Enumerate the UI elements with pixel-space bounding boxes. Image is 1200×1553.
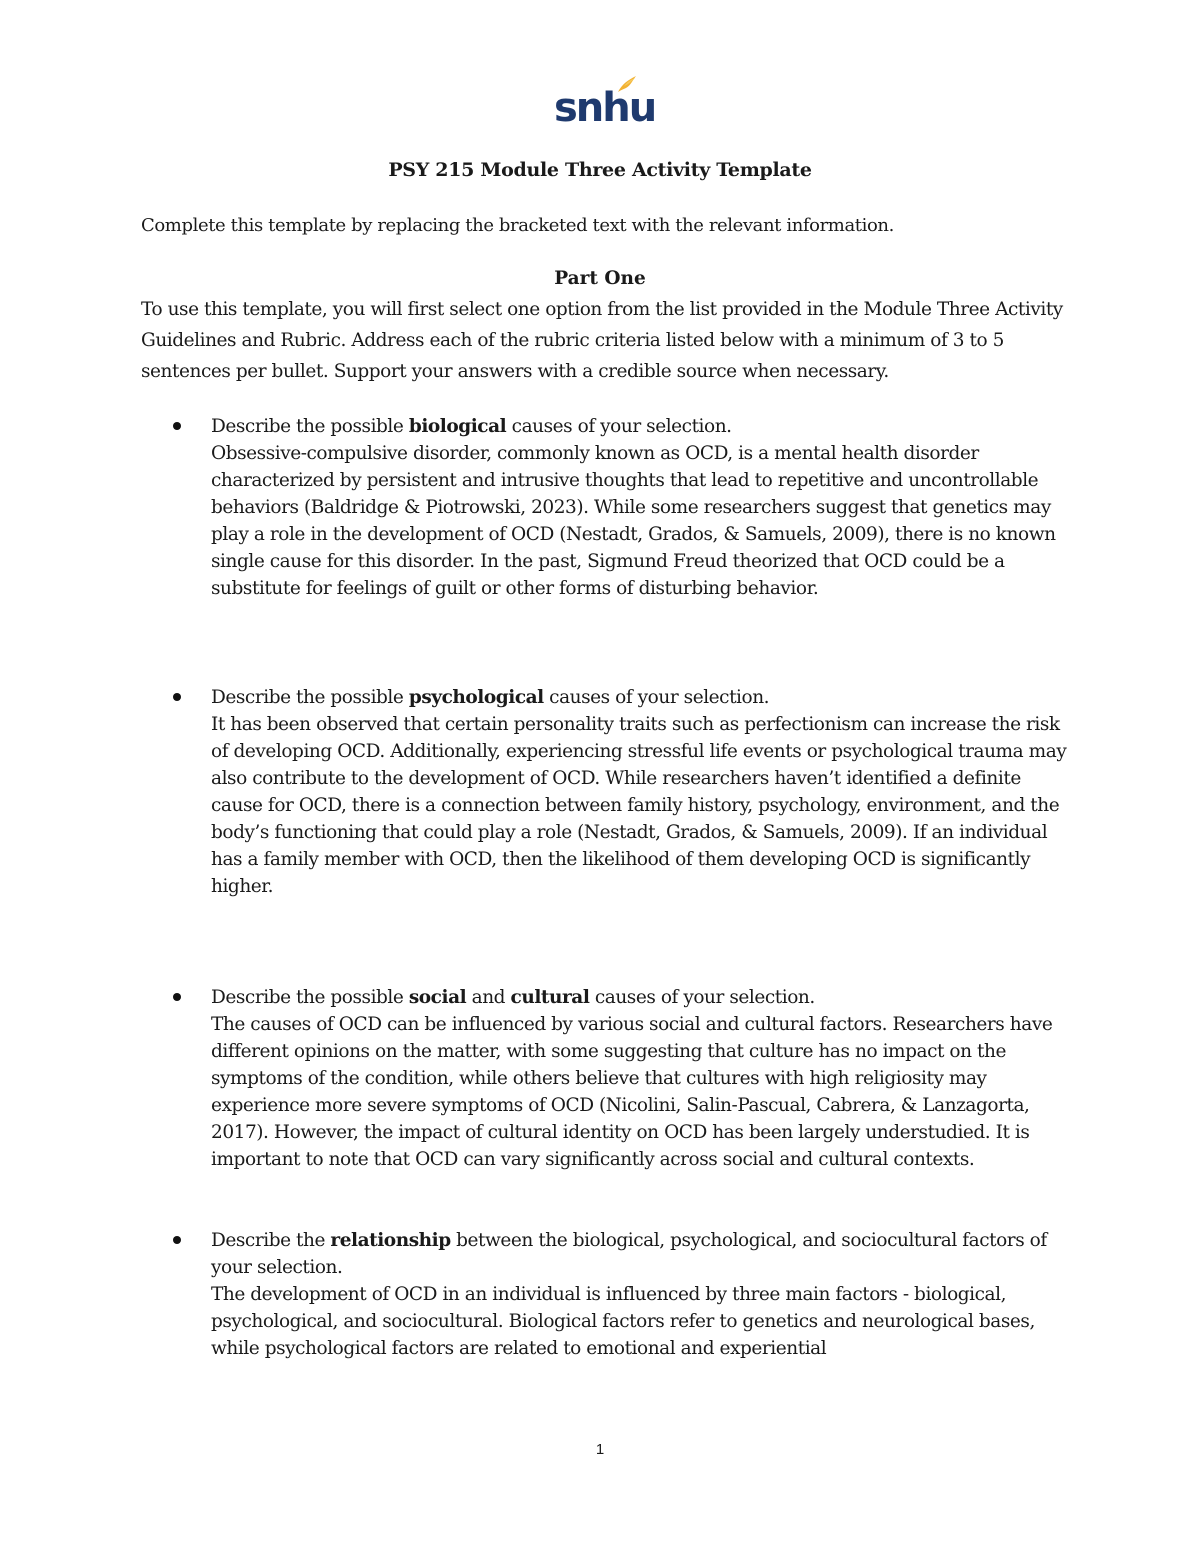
rubric-answer: The causes of OCD can be influenced by various social and cultural factors. Researchers have different opinions on the matter, with some suggesting that culture has no impact on the symptoms of the condition, while others believe that cultures with high religiosity may experience more severe symptoms of OCD (Nicolini, Salin-Pascual, Cabrera, & Lanzagorta, 2017). However, the impact of cultural identity on OCD has been largely understudied. It is important to note that OCD can vary significantly across social and cultural contexts.: [211, 1014, 1053, 1170]
rubric-answer: It has been observed that certain personality traits such as perfectionism can increase the risk of developing OCD. Additionally, experiencing stressful life events or psychological trauma may also contribute to the development of OCD. While researchers haven’t identified a definite cause for OCD, there is a connection between family history, psychology, environment, and the body’s functioning that could play a role (Nestadt, Grados, & Samuels, 2009). If an individual has a family member with OCD, then the likelihood of them developing OCD is significantly higher.: [211, 714, 1067, 897]
bullet-marker: [173, 422, 183, 432]
prompt-text: Describe the possible: [211, 687, 409, 708]
bullet-marker: [173, 993, 183, 1003]
prompt-text: between the biological, psychological, and sociocultural factors of your selection.: [211, 1230, 1047, 1278]
rubric-item-psychological: [211, 684, 1071, 900]
rubric-answer: The development of OCD in an individual is influenced by three main factors - biological, psychological, and sociocultural. Biological factors refer to genetics and neurological bases, while psychological factors are related to emotional and experiential: [211, 1284, 1035, 1359]
rubric-prompt: [211, 984, 1071, 1011]
rubric-item-social-cultural: [211, 984, 1071, 1173]
prompt-text: Describe the possible: [211, 987, 409, 1008]
rubric-prompt: [211, 684, 1071, 711]
rubric-prompt: [211, 1227, 1071, 1281]
logo-wordmark: snhu: [554, 85, 656, 131]
prompt-keyword: cultural: [510, 987, 590, 1008]
page-number: 1: [595, 1441, 605, 1458]
prompt-text: Describe the: [211, 1230, 331, 1251]
rubric-prompt: [211, 413, 1071, 440]
prompt-text: causes of your selection.: [589, 987, 815, 1008]
snhu-logo: [552, 74, 656, 134]
prompt-text: causes of your selection.: [506, 416, 732, 437]
bullet-marker: [173, 1236, 183, 1246]
flame-icon: [616, 74, 638, 96]
intro-paragraph: To use this template, you will first select one option from the list provided in the Module Three Activity Guidelines and Rubric. Address each of the rubric criteria listed below with a minimum of 3 to 5 sentences per bullet. Support your answers with a credible source when necessary.: [141, 299, 1063, 382]
rubric-answer: Obsessive-compulsive disorder, commonly known as OCD, is a mental health disorder characterized by persistent and intrusive thoughts that lead to repetitive and uncontrollable behaviors (Baldridge & Piotrowski, 2023). While some researchers suggest that genetics may play a role in the development of OCD (Nestadt, Grados, & Samuels, 2009), there is no known single cause for this disorder. In the past, Sigmund Freud theorized that OCD could be a substitute for feelings of guilt or other forms of disturbing behavior.: [211, 443, 1056, 599]
prompt-text: and: [466, 987, 511, 1008]
prompt-keyword: social: [408, 987, 467, 1008]
rubric-item-biological: [211, 413, 1071, 602]
bullet-marker: [173, 693, 183, 703]
document-title: PSY 215 Module Three Activity Template: [388, 159, 812, 181]
prompt-text: Describe the possible: [211, 416, 409, 437]
rubric-item-relationship: [211, 1227, 1071, 1362]
prompt-text: causes of your selection.: [543, 687, 770, 708]
part-heading: Part One: [554, 268, 646, 289]
prompt-keyword: relationship: [330, 1230, 451, 1251]
template-instructions: Complete this template by replacing the bracketed text with the relevant information.: [141, 215, 894, 236]
prompt-keyword: psychological: [408, 687, 544, 708]
prompt-keyword: biological: [408, 416, 507, 437]
